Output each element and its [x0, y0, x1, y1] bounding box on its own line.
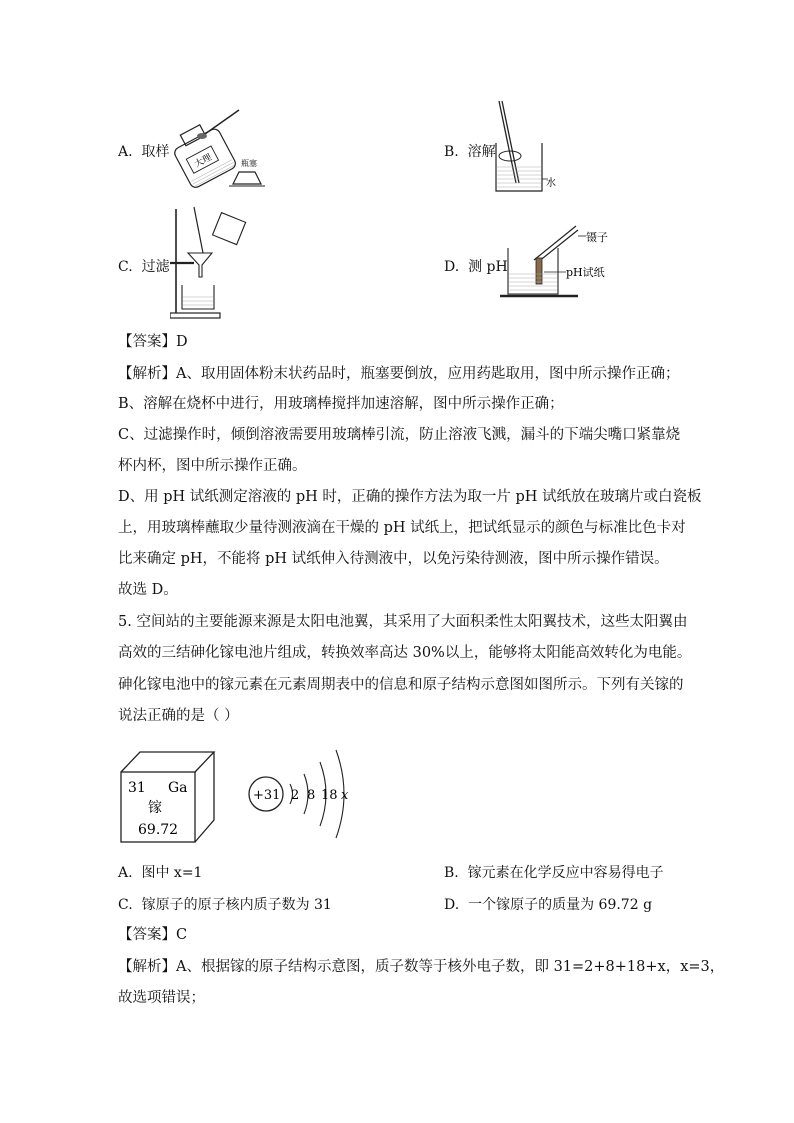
element-mass: 69.72: [138, 822, 179, 838]
answer-q4: 【答案】D: [118, 334, 188, 350]
option-c-label: C. 过滤: [118, 259, 170, 275]
element-name: 镓: [148, 800, 162, 816]
ph-paper-label: pH试纸: [566, 266, 605, 279]
shell-2-electrons: 8: [307, 788, 316, 803]
shell-4-electrons: x: [341, 788, 349, 803]
question-5-line-1: 5. 空间站的主要能源来源是太阳电池翼，其采用了大面积柔性太阳翼技术，这些太阳翼由: [118, 614, 688, 630]
stopper-label: 瓶塞: [241, 159, 257, 168]
q5-option-a: A. 图中 x=1: [118, 865, 203, 881]
question-5-line-3: 砷化镓电池中的镓元素在元素周期表中的信息和原子结构示意图如图所示。下列有关镓的: [118, 677, 684, 693]
filtration-figure: [170, 205, 252, 321]
dissolving-beaker-figure: [494, 99, 564, 195]
analysis-q4-line-2: B、溶解在烧杯中进行，用玻璃棒搅拌加速溶解，图中所示操作正确；: [118, 396, 564, 412]
element-symbol: Ga: [168, 780, 188, 796]
q5-option-b: B. 镓元素在化学反应中容易得电子: [444, 865, 664, 881]
nucleus-charge: +31: [253, 788, 281, 803]
analysis-q4-line-6: 上，用玻璃棒蘸取少量待测液滴在干燥的 pH 试纸上，把试纸显示的颜色与标准比色卡对: [118, 520, 686, 536]
analysis-q4-line-1: 【解析】A、取用固体粉末状药品时，瓶塞要倒放，应用药匙取用，图中所示操作正确；: [118, 366, 680, 382]
analysis-q5-line-1: 【解析】A、根据镓的原子结构示意图，质子数等于核外电子数，即 31=2+8+18+x，x=3，: [118, 959, 725, 975]
analysis-q4-line-3: C、过滤操作时，倾倒溶液需要用玻璃棒引流，防止溶液飞溅，漏斗的下端尖嘴口紧靠烧: [118, 427, 681, 443]
atom-structure-figure: [244, 744, 364, 844]
option-d-label: D. 测 pH: [444, 259, 508, 275]
element-card-figure: [118, 748, 218, 844]
ph-test-figure: [498, 222, 628, 300]
question-5-line-4: 说法正确的是（ ）: [118, 708, 239, 724]
analysis-q5-line-2: 故选项错误；: [118, 990, 205, 1006]
element-number: 31: [128, 780, 146, 796]
analysis-q4-line-8: 故选 D。: [118, 582, 178, 598]
water-label: 水: [546, 178, 556, 189]
analysis-q4-line-4: 杯内杯，图中所示操作正确。: [118, 458, 307, 474]
question-5-line-2: 高效的三结砷化镓电池片组成，转换效率高达 30%以上，能够将太阳能高效转化为电能。: [118, 645, 692, 661]
option-b-label: B. 溶解: [444, 144, 496, 160]
shell-1-electrons: 2: [291, 788, 300, 803]
reagent-bottle-figure: [165, 106, 275, 192]
bottle-label-text: 大理: [193, 152, 214, 171]
analysis-q4-line-7: 比来确定 pH，不能将 pH 试纸伸入待测液中，以免污染待测液，图中所示操作错误。: [118, 551, 669, 567]
analysis-q4-line-5: D、用 pH 试纸测定溶液的 pH 时，正确的操作方法为取一片 pH 试纸放在玻璃片或白瓷板: [118, 489, 702, 505]
q5-option-c: C. 镓原子的原子核内质子数为 31: [118, 897, 332, 913]
answer-q5: 【答案】C: [118, 927, 188, 943]
option-a-label: A. 取样: [118, 144, 170, 160]
tweezers-label: 镊子: [586, 231, 608, 244]
q5-option-d: D. 一个镓原子的质量为 69.72 g: [444, 897, 653, 913]
shell-3-electrons: 18: [321, 788, 338, 803]
